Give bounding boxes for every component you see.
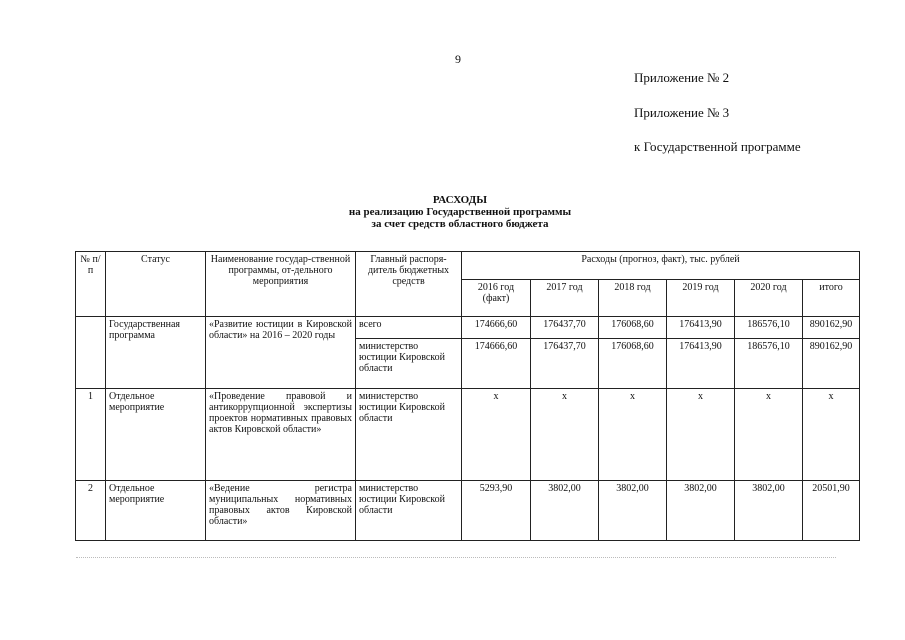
row-manager: министерство юстиции Кировской области [356, 481, 462, 541]
value-cell: х [462, 389, 531, 481]
header-name: Наименование государ-ственной программы, от-дельного мероприятия [206, 252, 356, 317]
row-name: «Проведение правовой и антикоррупционной экспертизы проектов нормативных правовых актов Кировской области» [206, 389, 356, 481]
appendix-2: Приложение № 2 [634, 70, 730, 85]
value-cell: 890162,90 [803, 339, 860, 389]
title-line-3: за счет средств областного бюджета [371, 218, 549, 230]
row-name: «Развитие юстиции в Кировской области» на 2016 – 2020 годы [206, 317, 356, 389]
value-cell: х [531, 389, 599, 481]
row-number [76, 317, 106, 389]
title-line-1: РАСХОДЫ [432, 194, 488, 206]
row-status: Государственная программа [106, 317, 206, 389]
value-cell: 174666,60 [462, 317, 531, 339]
row-number: 1 [76, 389, 106, 481]
header-year-2019: 2019 год [667, 280, 735, 317]
value-cell: 176068,60 [599, 339, 667, 389]
row-manager: министерство юстиции Кировской области [356, 389, 462, 481]
value-cell: 20501,90 [803, 481, 860, 541]
value-cell: х [803, 389, 860, 481]
value-cell: х [667, 389, 735, 481]
header-year-2017: 2017 год [531, 280, 599, 317]
header-expenses-group: Расходы (прогноз, факт), тыс. рублей [462, 252, 860, 280]
header-year-2016: 2016 год (факт) [462, 280, 531, 317]
value-cell: 186576,10 [735, 317, 803, 339]
value-cell: 176437,70 [531, 339, 599, 389]
value-cell: 176437,70 [531, 317, 599, 339]
value-cell: 174666,60 [462, 339, 531, 389]
header-status: Статус [106, 252, 206, 317]
header-year-2018: 2018 год [599, 280, 667, 317]
value-cell: 3802,00 [667, 481, 735, 541]
row-manager: всего [356, 317, 462, 339]
row-name: «Ведение регистра муниципальных нормативных правовых актов Кировской области» [206, 481, 356, 541]
value-cell: 176413,90 [667, 339, 735, 389]
value-cell: 5293,90 [462, 481, 531, 541]
title-line-2: на реализацию Государственной программы [348, 206, 572, 218]
scan-edge-line [76, 557, 836, 558]
value-cell: 3802,00 [531, 481, 599, 541]
value-cell: 3802,00 [599, 481, 667, 541]
row-status: Отдельное мероприятие [106, 481, 206, 541]
row-number: 2 [76, 481, 106, 541]
value-cell: 176068,60 [599, 317, 667, 339]
page-number: 9 [455, 52, 461, 66]
table-row [76, 481, 860, 541]
value-cell: 186576,10 [735, 339, 803, 389]
value-cell: 3802,00 [735, 481, 803, 541]
value-cell: х [735, 389, 803, 481]
table-row [76, 317, 860, 339]
header-number: № п/п [76, 252, 106, 317]
row-status: Отдельное мероприятие [106, 389, 206, 481]
document-title [300, 194, 620, 230]
table-row [76, 389, 860, 481]
value-cell: 176413,90 [667, 317, 735, 339]
header-year-2020: 2020 год [735, 280, 803, 317]
header-manager: Главный распоря-дитель бюджетных средств [356, 252, 462, 317]
value-cell: 890162,90 [803, 317, 860, 339]
expenses-table [75, 251, 860, 541]
header-total: итого [803, 280, 860, 317]
appendix-program: к Государственной программе [634, 139, 801, 154]
value-cell: х [599, 389, 667, 481]
appendix-3: Приложение № 3 [634, 105, 730, 120]
row-manager: министерство юстиции Кировской области [356, 339, 462, 389]
